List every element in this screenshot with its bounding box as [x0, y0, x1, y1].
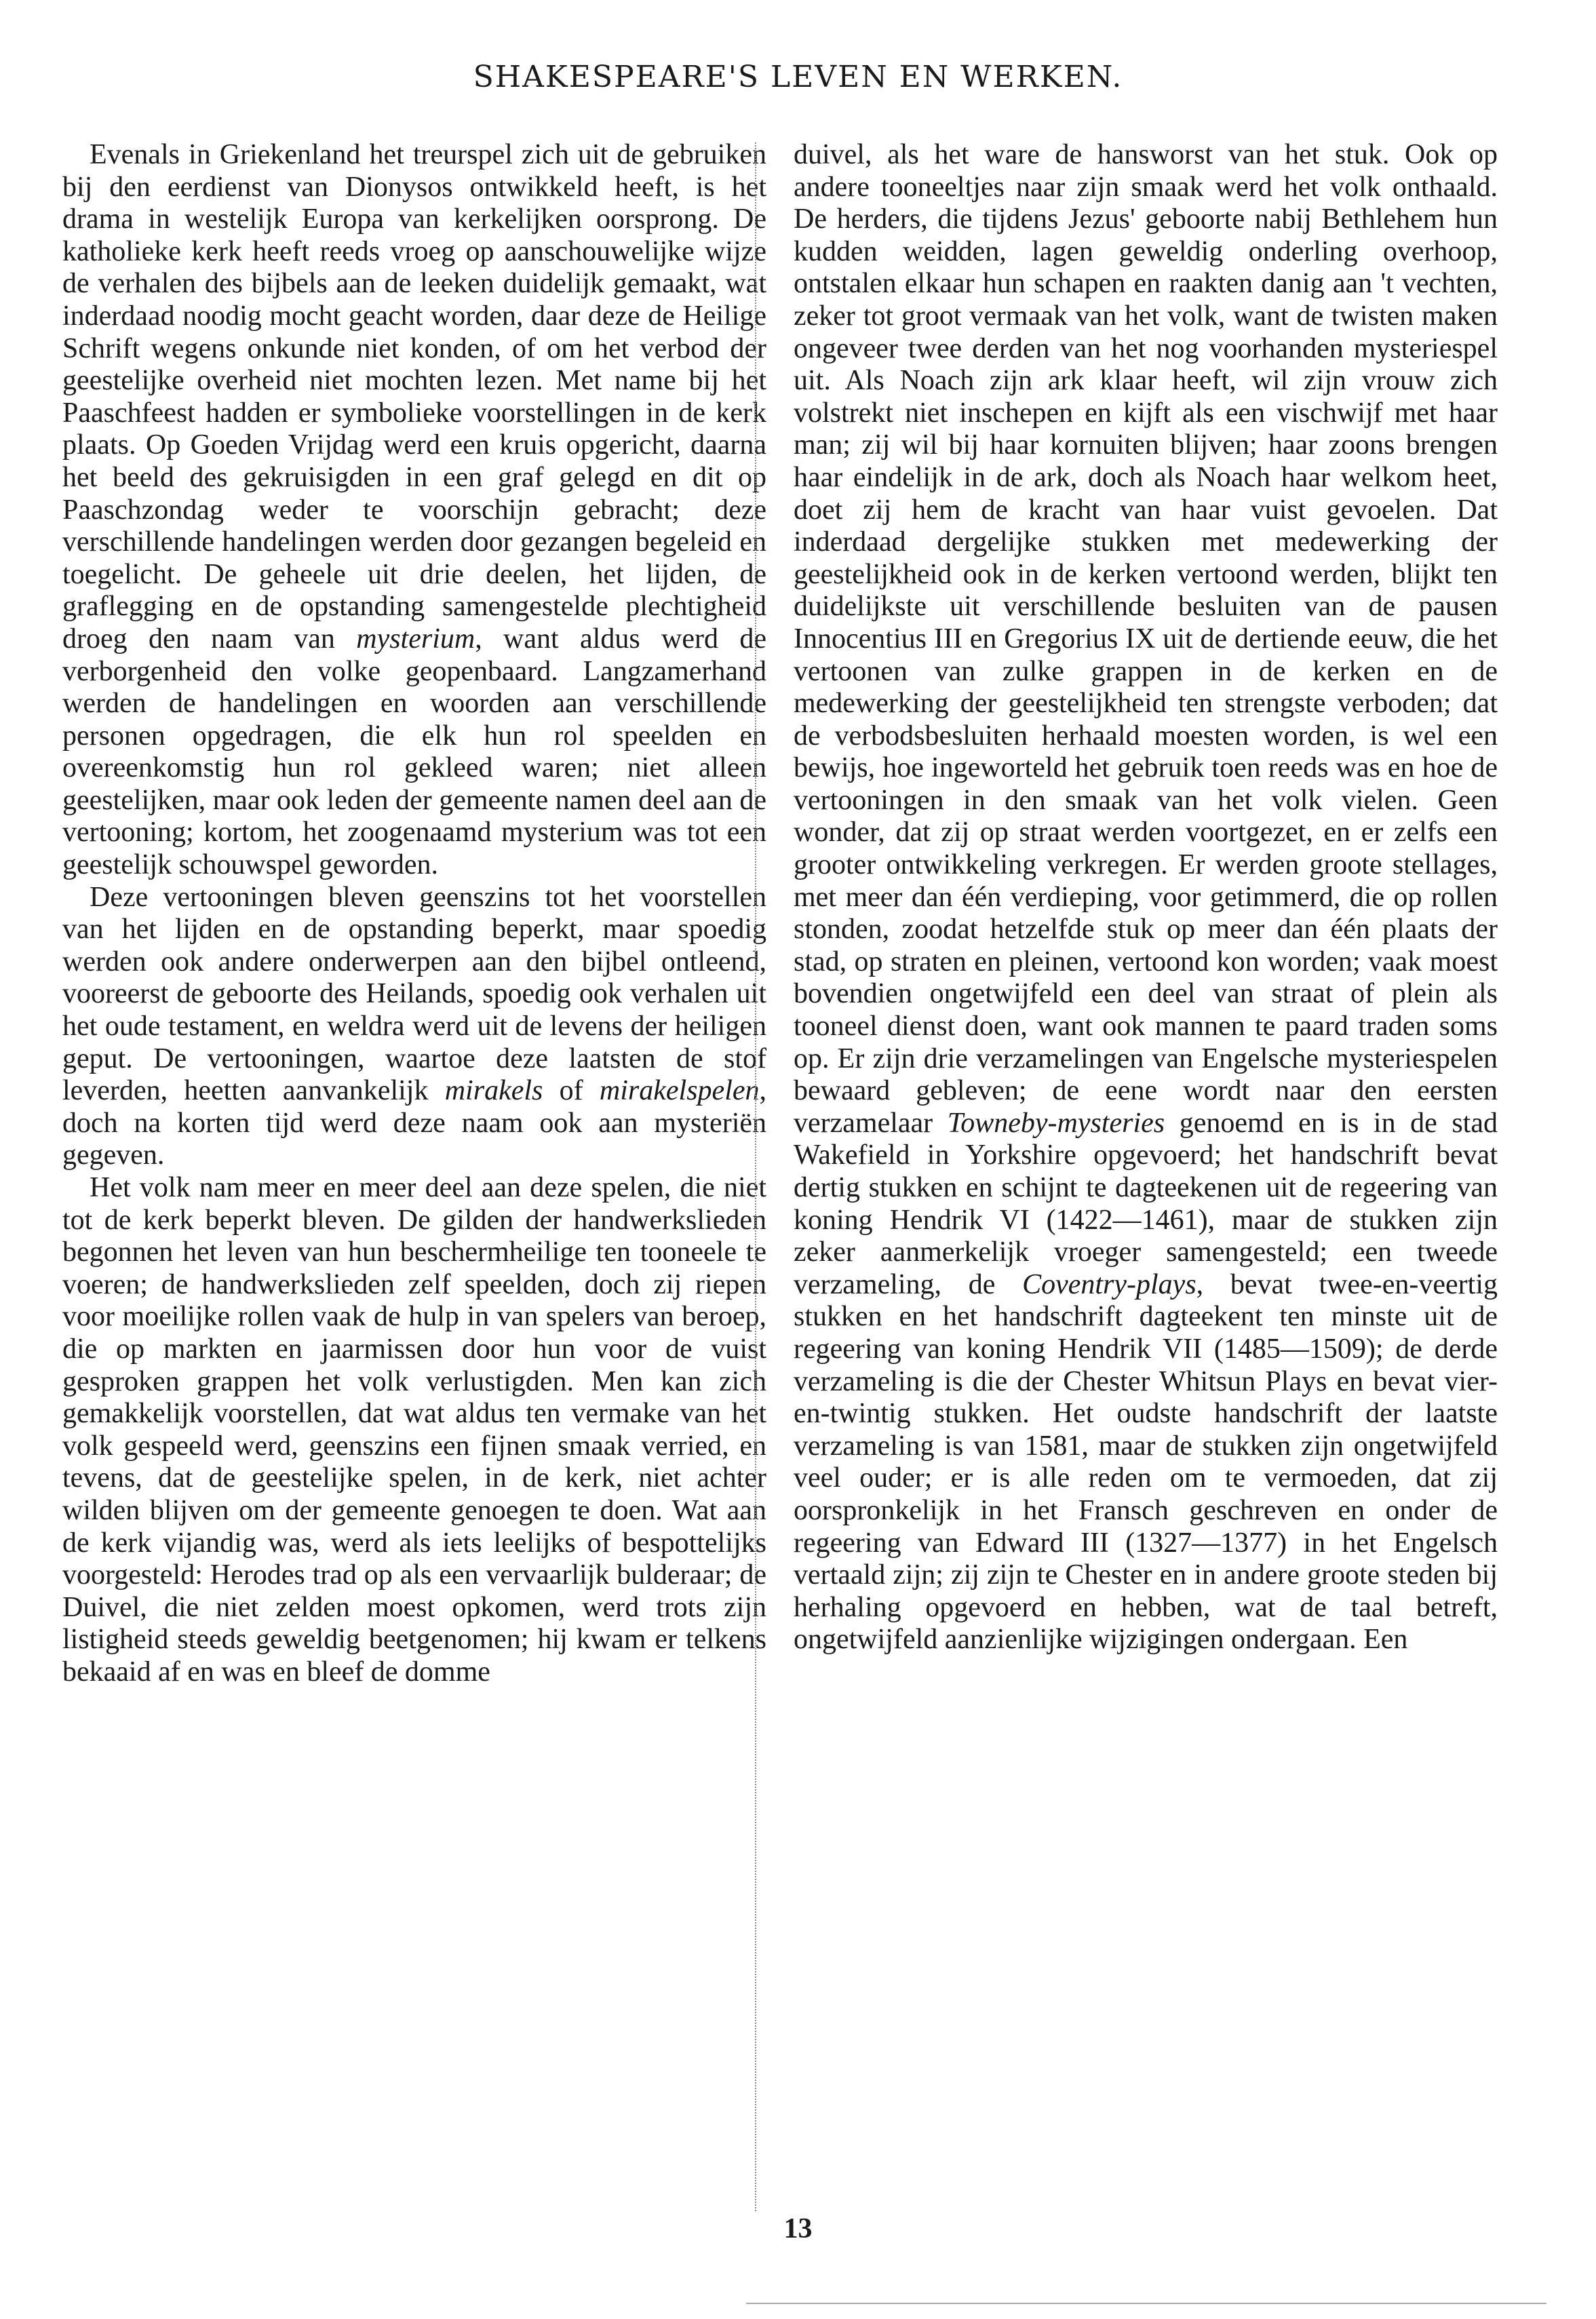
right-italic-coventry: Coventry-plays	[1022, 1268, 1196, 1300]
paragraph-2	[62, 882, 766, 1172]
paragraph-1	[62, 139, 766, 882]
right-text-1: duivel, als het ware de hansworst van het stuk. Ook op andere tooneeltjes naar zijn smaak werd het volk onthaald. De herders, die tijdens Jezus' geboorte nabij Bethlehem hun kudden weidden, lagen geweldig onderling overhoop, ontstalen elkaar hun schapen en raakten danig aan 't vechten, zeker tot groot vermaak van het volk, want de twisten maken ongeveer twee derden van het nog voorhanden mysteriespel uit. Als Noach zijn ark klaar heeft, wil zijn vrouw zich volstrekt niet inschepen en kijft als een vischwijf met haar man; zij wil bij haar kornuiten blijven; haar zoons brengen haar eindelijk in de ark, doch als Noach haar welkom heet, doet zij hem de kracht van haar vuist gevoelen. Dat inderdaad dergelijke stukken met medewerking der geestelijkheid ook in de kerken vertoond werden, blijkt ten duidelijkste uit verschillende besluiten van de pausen Innocentius III en Gregorius IX uit de dertiende eeuw, die het vertoonen van zulke grappen in de kerken en de medewerking der geestelijkheid ten strengste verboden; dat de verbodsbesluiten herhaald moesten worden, is wel een bewijs, hoe ingeworteld het gebruik toen reeds was en hoe de vertooningen in den smaak van het volk vielen. Geen wonder, dat zij op straat werden voortgezet, en er zelfs een grooter ontwikkeling verkregen. Er werden groote stellages, met meer dan één verdieping, voor getimmerd, die op rollen stonden, zoodat hetzelfde stuk op meer dan één plaats der stad, op straten en pleinen, vertoond kon worden; vaak moest bovendien ongetwijfeld een deel van straat of plein als tooneel dienst doen, want ook mannen te paard traden soms op. Er zijn drie verzamelingen van Engelsche mysteriespelen bewaard gebleven; de eene wordt naar den eersten verzamelaar	[794, 139, 1498, 1139]
paragraph-1-text-b: , want aldus werd de verborgenheid den volke geopenbaard. Langzamerhand werden de handelingen en woorden aan verschillende personen opgedragen, die elk hun rol speelden en overeenkomstig hun rol gekleed waren; niet alleen geestelijken, maar ook leden der gemeente namen deel aan de vertooning; kortom, het zoogenaamd mysterium was tot een geestelijk schouwspel geworden.	[62, 623, 766, 881]
paragraph-1-text-a: Evenals in Griekenland het treurspel zich uit de gebruiken bij den eerdienst van Dionysos ontwikkeld heeft, is het drama in westelijk Europa van kerkelijken oorsprong. De katholieke kerk heeft reeds vroeg op aanschouwelijke wijze de verhalen des bijbels aan de leeken duidelijk gemaakt, wat inderdaad noodig mocht geacht worden, daar deze de Heilige Schrift wegens onkunde niet konden, of om het verbod der geestelijke overheid niet mochten lezen. Met name bij het Paaschfeest hadden er symbolieke voorstellingen in de kerk plaats. Op Goeden Vrijdag werd een kruis opgericht, daarna het beeld des gekruisigden in een graf gelegd en dit op Paaschzondag weder te voorschijn gebracht; deze verschillende handelingen werden door gezangen begeleid en toegelicht. De geheele uit drie deelen, het lijden, de graflegging en de opstanding samengestelde plechtigheid droeg den naam van	[62, 139, 766, 655]
running-head: SHAKESPEARE'S LEVEN EN WERKEN.	[473, 60, 1123, 94]
paragraph-2-text-mid: of	[543, 1075, 600, 1107]
paragraph-2-italic-term-2: mirakelspelen	[599, 1075, 760, 1107]
page-number: 13	[783, 2213, 813, 2244]
paragraph-3-continued	[794, 139, 1498, 1656]
paragraph-1-italic-term: mysterium	[356, 623, 475, 655]
column-divider	[755, 142, 756, 2211]
right-text-2: genoemd en is in de stad Wakefield in Yorkshire opgevoerd; het handschrift bevat dertig stukken en schijnt te dagteekenen uit de regeering van koning Hendrik VI (1422—1461), maar de stukken zijn zeker aanmerkelijk vroeger samengesteld; een tweede verzameling, de	[794, 1107, 1498, 1300]
right-text-3: , bevat twee-en-veertig stukken en het handschrift dagteekent ten minste uit de regeering van koning Hendrik VII (1485—1509); de derde verzameling is die der Chester Whitsun Plays en bevat vier-en-twintig stukken. Het oudste handschrift der laatste verzameling is van 1581, maar de stukken zijn ongetwijfeld veel ouder; er is alle reden om te vermoeden, dat zij oorspronkelijk in het Fransch geschreven en onder de regeering van Edward III (1327—1377) in het Engelsch vertaald zijn; zij zijn te Chester en in andere groote steden bij herhaling opgevoerd en hebben, wat de taal betreft, ongetwijfeld aanzienlijke wijzigingen ondergaan. Een	[794, 1268, 1498, 1656]
right-column	[794, 139, 1498, 1656]
bottom-rule	[746, 2303, 1546, 2304]
paragraph-3: Het volk nam meer en meer deel aan deze spelen, die niet tot de kerk beperkt bleven. De gilden der handwerkslieden begonnen het leven van hun beschermheilige ten tooneele te voeren; de handwerkslieden zelf speelden, doch zij riepen voor moeilijke rollen vaak de hulp in van spelers van beroep, die op markten en jaarmissen door hun voor de vuist gesproken grappen het volk verlustigden. Men kan zich gemakkelijk voorstellen, dat wat aldus ten vermake van het volk gespeeld werd, geenszins een fijnen smaak verried, en tevens, dat de geestelijke spelen, in de kerk, niet achter wilden blijven om der gemeente genoegen te doen. Wat aan de kerk vijandig was, werd als iets leelijks of bespottelijks voorgesteld: Herodes trad op als een vervaarlijk bulderaar; de Duivel, die niet zelden moest opkomen, werd trots zijn listigheid steeds geweldig beetgenomen; hij kwam er telkens bekaaid af en was en bleef de domme	[62, 1172, 766, 1688]
paragraph-2-italic-term-1: mirakels	[444, 1075, 543, 1107]
right-italic-towneby: Towneby-mysteries	[947, 1107, 1165, 1139]
paragraph-2-text-a: Deze vertooningen bleven geenszins tot het voorstellen van het lijden en de opstanding beperkt, maar spoedig werden ook andere onderwerpen aan den bijbel ontleend, vooreerst de geboorte des Heilands, spoedig ook verhalen uit het oude testament, en weldra werd uit de levens der heiligen geput. De vertooningen, waartoe deze laatsten de stof leverden, heetten aanvankelijk	[62, 881, 766, 1107]
left-column	[62, 139, 766, 1689]
paragraph-2-text-b: , doch na korten tijd werd deze naam ook aan mysteriën gegeven.	[62, 1075, 766, 1171]
